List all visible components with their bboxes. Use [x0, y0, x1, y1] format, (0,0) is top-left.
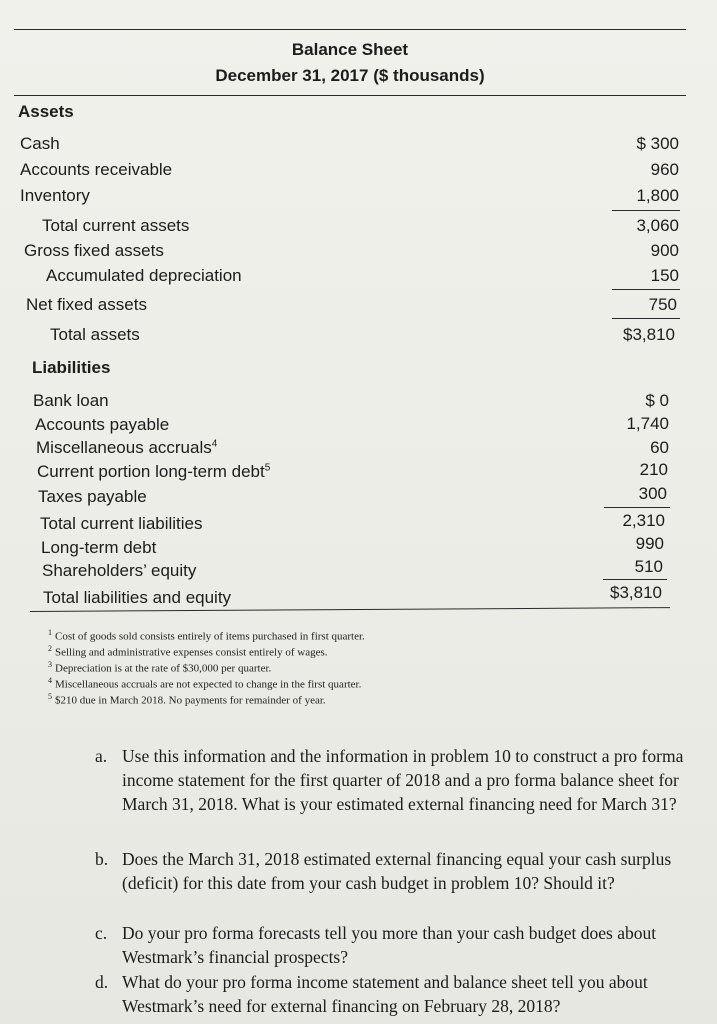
- liability-value: 60: [650, 438, 669, 457]
- question-text: Do your pro forma forecasts tell you more than your cash budget does about Westmark’s financial prospects?: [122, 923, 657, 967]
- footnote-text: $210 due in March 2018. No payments for remainder of year.: [55, 694, 326, 707]
- liability-label: [37, 462, 270, 482]
- subtotal-rule: [612, 289, 680, 290]
- asset-label: Accumulated depreciation: [46, 266, 242, 285]
- liability-label: Long-term debt: [41, 538, 157, 557]
- liability-value: 990: [635, 534, 664, 553]
- footnote-mark: 5: [48, 692, 52, 701]
- asset-label: Accounts receivable: [20, 160, 173, 179]
- asset-value: 900: [650, 241, 679, 260]
- footnote: [48, 628, 365, 643]
- footnote-text: Miscellaneous accruals are not expected to change in the first quarter.: [55, 678, 362, 691]
- liability-label: [36, 438, 217, 458]
- question-text: Use this information and the information in problem 10 to construct a pro forma income statement for the first quarter of 2018 and a pro forma balance sheet for March 31, 2018. What is your estimated external financing need for March 31?: [122, 746, 684, 814]
- liability-value: 1,740: [626, 414, 669, 433]
- subtotal-rule: [604, 507, 670, 508]
- footnote-text: Cost of goods sold consists entirely of items purchased in first quarter.: [55, 630, 365, 643]
- asset-value: $ 300: [636, 134, 679, 153]
- liability-value: 300: [638, 484, 667, 503]
- liability-label: Total current liabilities: [40, 514, 203, 533]
- liability-value: 2,310: [622, 511, 665, 530]
- subtotal-rule: [603, 579, 667, 580]
- asset-value: 1,800: [636, 186, 679, 205]
- liability-value: $ 0: [645, 391, 669, 410]
- asset-label: Gross fixed assets: [24, 241, 164, 260]
- footnote-text: Selling and administrative expenses consist entirely of wages.: [55, 646, 328, 659]
- liability-label: Accounts payable: [35, 415, 170, 434]
- question-text: What do your pro forma income statement and balance sheet tell you about Westmark’s need for external financing on February 28, 2018?: [122, 972, 648, 1016]
- liabilities-heading: Liabilities: [32, 358, 111, 377]
- question-letter: c.: [95, 923, 108, 943]
- footnote: [48, 676, 361, 691]
- footnote: [48, 644, 328, 659]
- subtotal-rule: [612, 318, 680, 319]
- footnote-ref: 5: [264, 462, 271, 474]
- asset-value: 150: [650, 266, 679, 285]
- asset-label: Net fixed assets: [26, 295, 147, 314]
- question-c: [95, 921, 705, 969]
- question-text: Does the March 31, 2018 estimated external financing equal your cash surplus (deficit) for this date from your cash budget in problem 10? Should it?: [122, 849, 672, 893]
- footnote-mark: 2: [48, 644, 52, 653]
- liability-label-text: Miscellaneous accruals: [36, 438, 212, 457]
- asset-label: Total current assets: [42, 216, 190, 235]
- asset-label: Cash: [20, 134, 60, 153]
- footnote-mark: 4: [48, 676, 52, 685]
- liability-label: Taxes payable: [38, 487, 147, 506]
- header-rule: [14, 95, 686, 96]
- asset-value: 3,060: [636, 216, 679, 235]
- liability-label: Bank loan: [33, 391, 109, 410]
- question-d: [95, 970, 705, 1018]
- asset-label: Total assets: [50, 325, 140, 344]
- liability-label-text: Current portion long-term debt: [37, 462, 265, 481]
- question-letter: b.: [95, 849, 109, 869]
- liability-label: Shareholders’ equity: [42, 561, 197, 580]
- top-rule: [14, 29, 686, 30]
- sheet-title: Balance Sheet: [291, 40, 409, 59]
- liability-value: 210: [639, 460, 668, 479]
- sheet-subtitle: December 31, 2017 ($ thousands): [215, 66, 485, 85]
- footnote-mark: 3: [48, 660, 52, 669]
- asset-value: 960: [650, 160, 679, 179]
- subtotal-rule: [612, 210, 680, 211]
- assets-heading: Assets: [18, 102, 74, 121]
- footnote: [48, 660, 271, 675]
- question-letter: d.: [95, 972, 109, 992]
- asset-value: $3,810: [623, 325, 675, 344]
- liability-value: 510: [634, 557, 663, 576]
- asset-label: Inventory: [20, 186, 90, 205]
- footnote-text: Depreciation is at the rate of $30,000 per quarter.: [55, 662, 272, 675]
- question-letter: a.: [95, 746, 108, 766]
- question-a: [95, 744, 705, 816]
- liability-value: $3,810: [610, 583, 662, 602]
- liability-label: Total liabilities and equity: [43, 588, 232, 607]
- asset-value: 750: [648, 295, 677, 314]
- footnote: [48, 692, 326, 707]
- footnote-mark: 1: [48, 628, 52, 637]
- question-b: [95, 847, 705, 895]
- footnote-ref: 4: [211, 438, 218, 450]
